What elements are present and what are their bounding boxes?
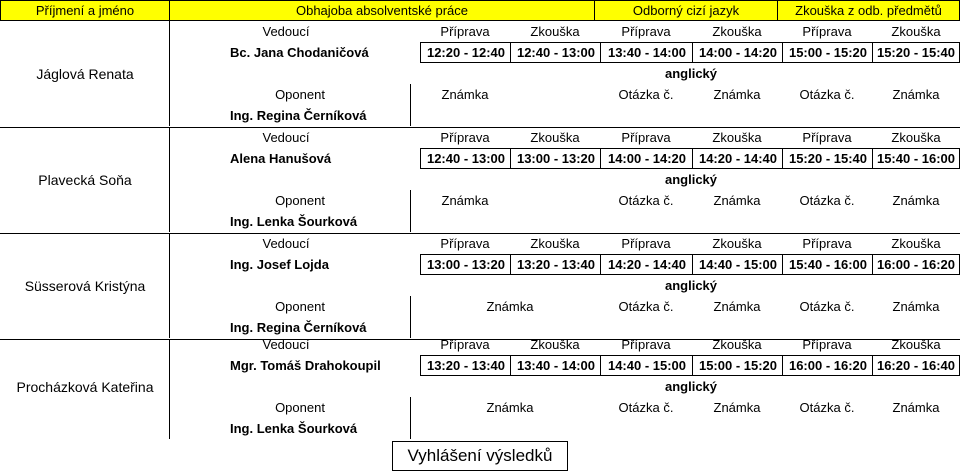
label-priprava: Příprava <box>440 236 490 251</box>
time-slot: 13:00 - 13:20 <box>420 254 511 275</box>
label-otazka: Otázka č. <box>618 299 674 314</box>
label-znamka: Známka <box>892 87 940 102</box>
label-znamka: Známka <box>713 299 761 314</box>
label-znamka: Známka <box>892 400 940 415</box>
header-row <box>0 0 960 21</box>
label-zkouska: Zkouška <box>891 130 941 145</box>
student-name: Süsserová Kristýna <box>24 277 146 294</box>
label-zkouska: Zkouška <box>530 337 580 352</box>
divider <box>410 190 411 232</box>
opponent-row <box>220 211 960 232</box>
divider <box>410 296 411 338</box>
student-block <box>0 233 960 338</box>
time-slot: 15:20 - 15:40 <box>782 148 873 169</box>
time-slot: 16:20 - 16:40 <box>872 355 960 376</box>
time-slot: 15:00 - 15:20 <box>782 42 873 63</box>
divider <box>169 21 170 126</box>
label-znamka: Známka <box>713 193 761 208</box>
label-priprava: Příprava <box>621 130 671 145</box>
time-slot: 14:20 - 14:40 <box>692 148 783 169</box>
role-row <box>220 334 960 355</box>
time-slot: 14:00 - 14:20 <box>692 42 783 63</box>
student-block <box>0 127 960 232</box>
header-name: Příjmení a jméno <box>0 0 170 21</box>
label-oponent: Oponent <box>275 400 325 415</box>
label-znamka: Známka <box>486 400 534 415</box>
label-otazka: Otázka č. <box>799 193 855 208</box>
label-oponent: Oponent <box>275 87 325 102</box>
label-priprava: Příprava <box>802 337 852 352</box>
time-slot: 13:20 - 13:40 <box>420 355 511 376</box>
label-oponent: Oponent <box>275 299 325 314</box>
header-language: Odborný cizí jazyk <box>594 0 778 21</box>
label-zkouska: Zkouška <box>712 130 762 145</box>
grade-row <box>220 84 960 105</box>
time-slot: 12:40 - 13:00 <box>510 42 601 63</box>
time-slot: 13:40 - 14:00 <box>510 355 601 376</box>
time-slot: 14:00 - 14:20 <box>600 148 693 169</box>
grade-row <box>220 397 960 418</box>
student-block <box>0 334 960 439</box>
label-znamka: Známka <box>892 299 940 314</box>
label-otazka: Otázka č. <box>799 299 855 314</box>
language-value: anglický <box>664 379 718 394</box>
divider <box>410 84 411 126</box>
label-zkouska: Zkouška <box>891 24 941 39</box>
label-vedouci: Vedoucí <box>262 236 310 251</box>
label-zkouska: Zkouška <box>712 236 762 251</box>
label-vedouci: Vedoucí <box>262 24 310 39</box>
student-block <box>0 21 960 126</box>
language-value: anglický <box>664 66 718 81</box>
grade-row <box>220 296 960 317</box>
supervisor-name: Bc. Jana Chodaničová <box>230 45 369 60</box>
time-slot: 15:40 - 16:00 <box>872 148 960 169</box>
label-priprava: Příprava <box>621 337 671 352</box>
results-announcement: Vyhlášení výsledků <box>392 441 568 471</box>
time-slot: 13:40 - 14:00 <box>600 42 693 63</box>
supervisor-name: Ing. Josef Lojda <box>230 257 329 272</box>
header-thesis: Obhajoba absolventské práce <box>169 0 595 21</box>
label-priprava: Příprava <box>440 130 490 145</box>
label-priprava: Příprava <box>440 337 490 352</box>
time-slot: 14:40 - 15:00 <box>692 254 783 275</box>
student-name: Jáglová Renata <box>36 65 134 82</box>
label-zkouska: Zkouška <box>530 130 580 145</box>
label-priprava: Příprava <box>440 24 490 39</box>
label-znamka: Známka <box>441 193 489 208</box>
time-slot: 13:20 - 13:40 <box>510 254 601 275</box>
role-row <box>220 21 960 42</box>
time-slot: 13:00 - 13:20 <box>510 148 601 169</box>
label-priprava: Příprava <box>802 130 852 145</box>
label-otazka: Otázka č. <box>799 400 855 415</box>
time-row <box>220 42 960 63</box>
label-vedouci: Vedoucí <box>262 337 310 352</box>
supervisor-name: Alena Hanušová <box>230 151 332 166</box>
label-znamka: Známka <box>486 299 534 314</box>
label-priprava: Příprava <box>802 236 852 251</box>
time-slot: 14:40 - 15:00 <box>600 355 693 376</box>
label-oponent: Oponent <box>275 193 325 208</box>
label-zkouska: Zkouška <box>891 337 941 352</box>
label-zkouska: Zkouška <box>530 236 580 251</box>
time-slot: 12:40 - 13:00 <box>420 148 511 169</box>
student-name: Plavecká Soňa <box>38 171 132 188</box>
opponent-name: Ing. Regina Černíková <box>230 320 367 335</box>
label-priprava: Příprava <box>621 24 671 39</box>
language-value: anglický <box>664 172 718 187</box>
time-slot: 15:20 - 15:40 <box>872 42 960 63</box>
time-slot: 16:00 - 16:20 <box>782 355 873 376</box>
opponent-row <box>220 418 960 439</box>
divider <box>169 127 170 232</box>
time-slot: 16:00 - 16:20 <box>872 254 960 275</box>
label-otazka: Otázka č. <box>799 87 855 102</box>
grade-row <box>220 190 960 211</box>
time-slot: 15:00 - 15:20 <box>692 355 783 376</box>
label-znamka: Známka <box>892 193 940 208</box>
opponent-name: Ing. Lenka Šourková <box>230 421 358 436</box>
label-zkouska: Zkouška <box>891 236 941 251</box>
time-row <box>220 148 960 169</box>
header-subject: Zkouška z odb. předmětů <box>777 0 960 21</box>
label-vedouci: Vedoucí <box>262 130 310 145</box>
label-priprava: Příprava <box>802 24 852 39</box>
label-znamka: Známka <box>441 87 489 102</box>
label-otazka: Otázka č. <box>618 87 674 102</box>
time-row <box>220 254 960 275</box>
divider <box>410 397 411 439</box>
language-row <box>220 63 960 84</box>
language-row <box>220 275 960 296</box>
language-value: anglický <box>664 278 718 293</box>
time-slot: 14:20 - 14:40 <box>600 254 693 275</box>
language-row <box>220 376 960 397</box>
role-row <box>220 127 960 148</box>
role-row <box>220 233 960 254</box>
divider <box>169 233 170 338</box>
label-znamka: Známka <box>713 400 761 415</box>
supervisor-name: Mgr. Tomáš Drahokoupil <box>230 358 381 373</box>
divider <box>169 339 170 439</box>
language-row <box>220 169 960 190</box>
opponent-name: Ing. Lenka Šourková <box>230 214 358 229</box>
time-slot: 12:20 - 12:40 <box>420 42 511 63</box>
opponent-row <box>220 105 960 126</box>
time-slot: 15:40 - 16:00 <box>782 254 873 275</box>
label-zkouska: Zkouška <box>712 24 762 39</box>
student-name: Procházková Kateřina <box>16 378 154 395</box>
opponent-name: Ing. Regina Černíková <box>230 108 367 123</box>
time-row <box>220 355 960 376</box>
label-otazka: Otázka č. <box>618 400 674 415</box>
label-priprava: Příprava <box>621 236 671 251</box>
label-zkouska: Zkouška <box>712 337 762 352</box>
label-znamka: Známka <box>713 87 761 102</box>
label-otazka: Otázka č. <box>618 193 674 208</box>
label-zkouska: Zkouška <box>530 24 580 39</box>
